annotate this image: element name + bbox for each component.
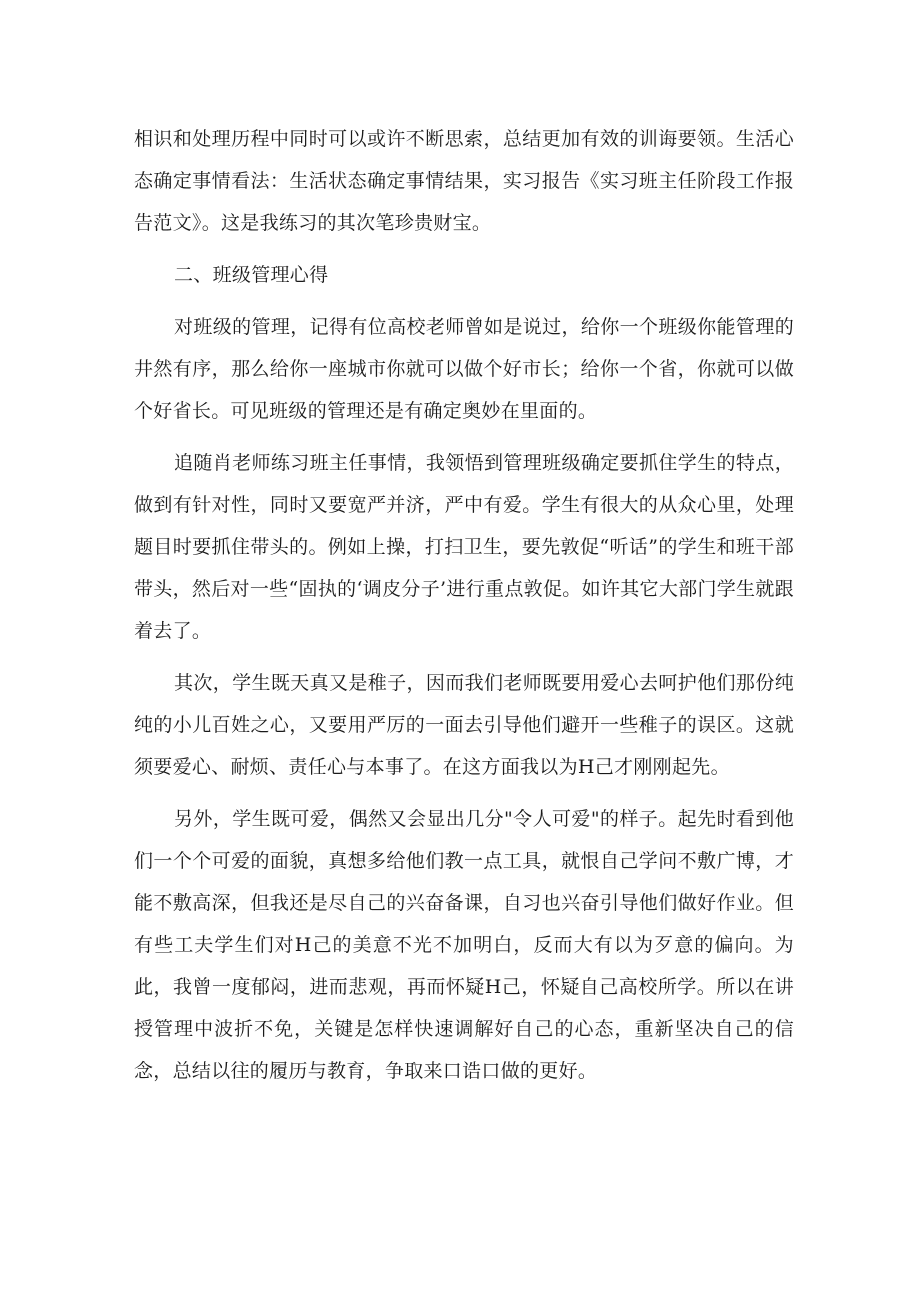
document-body bbox=[134, 118, 794, 1102]
section-heading: 二、班级管理心得 bbox=[174, 264, 329, 286]
paragraph-reflection: 另外，学生既可爱，偶然又会显出几分"令人可爱"的样子。起先时看到他们一个个可爱的面貌，真想多给他们教一点工具，就恨自己学问不敷广博，才能不敷高深，但我还是尽自己的兴奋备课，自习也兴奋引导他们做好作业。但有些工夫学生们对H己的美意不光不加明白，反而大有以为歹意的偏向。为此，我曾一度郁闷，进而悲观，再而怀疑H己，怀疑自己高校所学。所以在讲授管理中波折不免，关键是怎样快速调解好自己的心态，重新坚决自己的信念，总结以往的履历与教育，争取来口诰口做的更好。 bbox=[134, 808, 794, 1082]
paragraph-class-management: 对班级的管理，记得有位高校老师曾如是说过，给你一个班级你能管理的井然有序，那么给你一座城市你就可以做个好市长；给你一个省，你就可以做个好省长。可见班级的管理还是有确定奥妙在里面的。 bbox=[134, 316, 794, 422]
paragraph-intro: 相识和处理历程中同时可以或许不断思索，总结更加有效的训诲要领。生活心态确定事情看法：生活状态确定事情结果，实习报告《实习班主任阶段工作报告范文》。这是我练习的其次笔珍贵财宝。 bbox=[134, 128, 794, 234]
paragraph-students-nature: 其次，学生既天真又是稚子，因而我们老师既要用爱心去呵护他们那份纯纯的小儿百姓之心，又要用严厉的一面去引导他们避开一些稚子的误区。这就须要爱心、耐烦、责任心与本事了。在这方面我以为H己才刚刚起先。 bbox=[134, 672, 794, 778]
paragraph-teacher-practice: 追随肖老师练习班主任事情，我领悟到管理班级确定要抓住学生的特点，做到有针对性，同时又要宽严并济，严中有爱。学生有很大的从众心里，处理题目时要抓住带头的。例如上操，打扫卫生，要先敦促“听话”的学生和班干部带头，然后对一些“固执的‘调皮分子’进行重点敦促。如许其它大部门学生就跟着去了。 bbox=[134, 452, 794, 642]
